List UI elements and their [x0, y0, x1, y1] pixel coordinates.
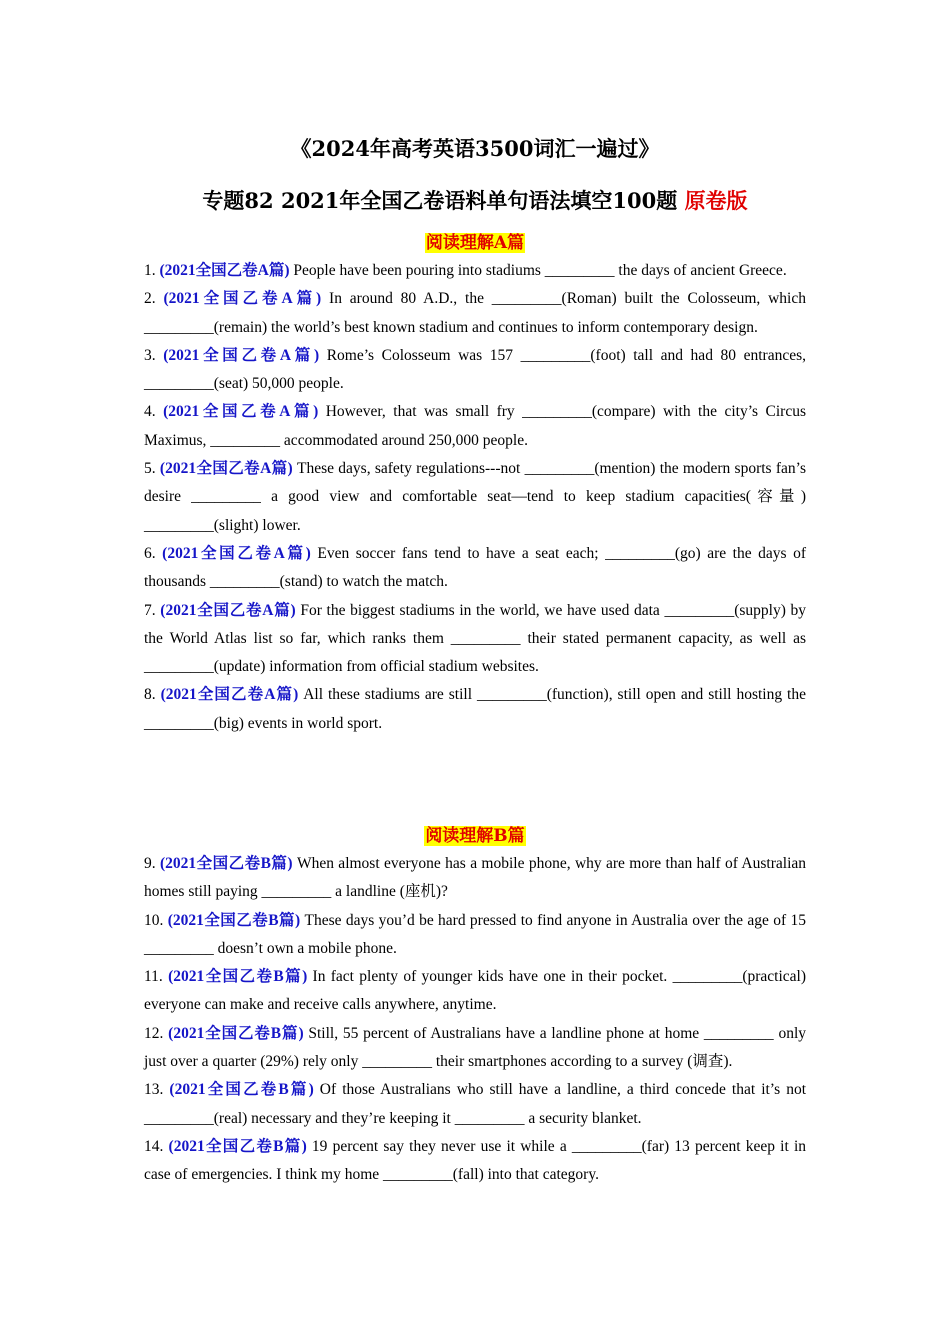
- question-item: 14. (2021全国乙卷B篇) 19 percent say they never use it while a _________(far) 13 percent keep it in case of emergencies. I think my home _________(fall) into that category.: [144, 1137, 807, 1184]
- question-item: 12. (2021全国乙卷B篇) Still, 55 percent of Australians have a landline phone at home _________ only just over a quarter (29%) rely only _________ their smartphones according to a survey (调查).: [144, 1024, 807, 1071]
- question-item: 4. (2021全国乙卷A篇) However, that was small fry _________(compare) with the city’s Circus Maximus, _________ accommodated around 250,000 people.: [144, 403, 806, 449]
- section-b: [144, 822, 806, 1190]
- question-item: 13. (2021全国乙卷B篇) Of those Australians who still have a landline, a third concede that it’s not _________(real) necessary and they’re keeping it _________ a security blanket.: [144, 1081, 806, 1127]
- question-item: 1. (2021全国乙卷A篇) People have been pouring into stadiums _________ the days of ancient Greece.: [144, 262, 787, 279]
- document-title: 《2024年高考英语3500词汇一遍过》: [290, 136, 660, 161]
- question-item: 8. (2021全国乙卷A篇) All these stadiums are still _________(function), still open and still hosting the _________(big) events in world sport.: [144, 686, 806, 732]
- question-item: 5. (2021全国乙卷A篇) These days, safety regulations---not _________(mention) the modern sports fan’s desire _________ a good view and comfortable seat—tend to keep stadium capacities(容量) _________(slight) lower.: [144, 460, 806, 534]
- document-subtitle: [0, 185, 950, 217]
- subtitle-tag: 原卷版: [684, 188, 748, 213]
- question-item: 10. (2021全国乙卷B篇) These days you’d be hard pressed to find anyone in Australia over the age of 15 _________ doesn’t own a mobile phone.: [144, 911, 807, 957]
- question-item: 7. (2021全国乙卷A篇) For the biggest stadiums in the world, we have used data _________(supply) by the World Atlas list so far, which ranks them _________ their stated permanent capacity, as well as _________(update) information from official stadium websites.: [144, 601, 806, 676]
- question-item: 9. (2021全国乙卷B篇) When almost everyone has a mobile phone, why are more than half of Australian homes still paying _________ a landline (座机)?: [144, 855, 807, 901]
- question-item: 3. (2021全国乙卷A篇) Rome’s Colosseum was 157 _________(foot) tall and had 80 entrances, _________(seat) 50,000 people.: [144, 346, 806, 393]
- question-item: 11. (2021全国乙卷B篇) In fact plenty of younger kids have one in their pocket. _________(practical) everyone can make and receive calls anywhere, anytime.: [144, 968, 806, 1014]
- section-heading: 阅读理解B篇: [425, 826, 525, 846]
- question-item: 2. (2021全国乙卷A篇) In around 80 A.D., the _________(Roman) built the Colosseum, which _________(remain) the world’s best known stadium and continues to inform contemporary design.: [144, 290, 806, 336]
- section-heading: 阅读理解A篇: [425, 233, 525, 253]
- subtitle-main: 专题82 2021年全国乙卷语料单句语法填空100题: [202, 188, 685, 213]
- section-a: [144, 229, 806, 738]
- question-item: 6. (2021全国乙卷A篇) Even soccer fans tend to have a seat each; _________(go) are the days of thousands _________(stand) to watch the match.: [144, 544, 807, 591]
